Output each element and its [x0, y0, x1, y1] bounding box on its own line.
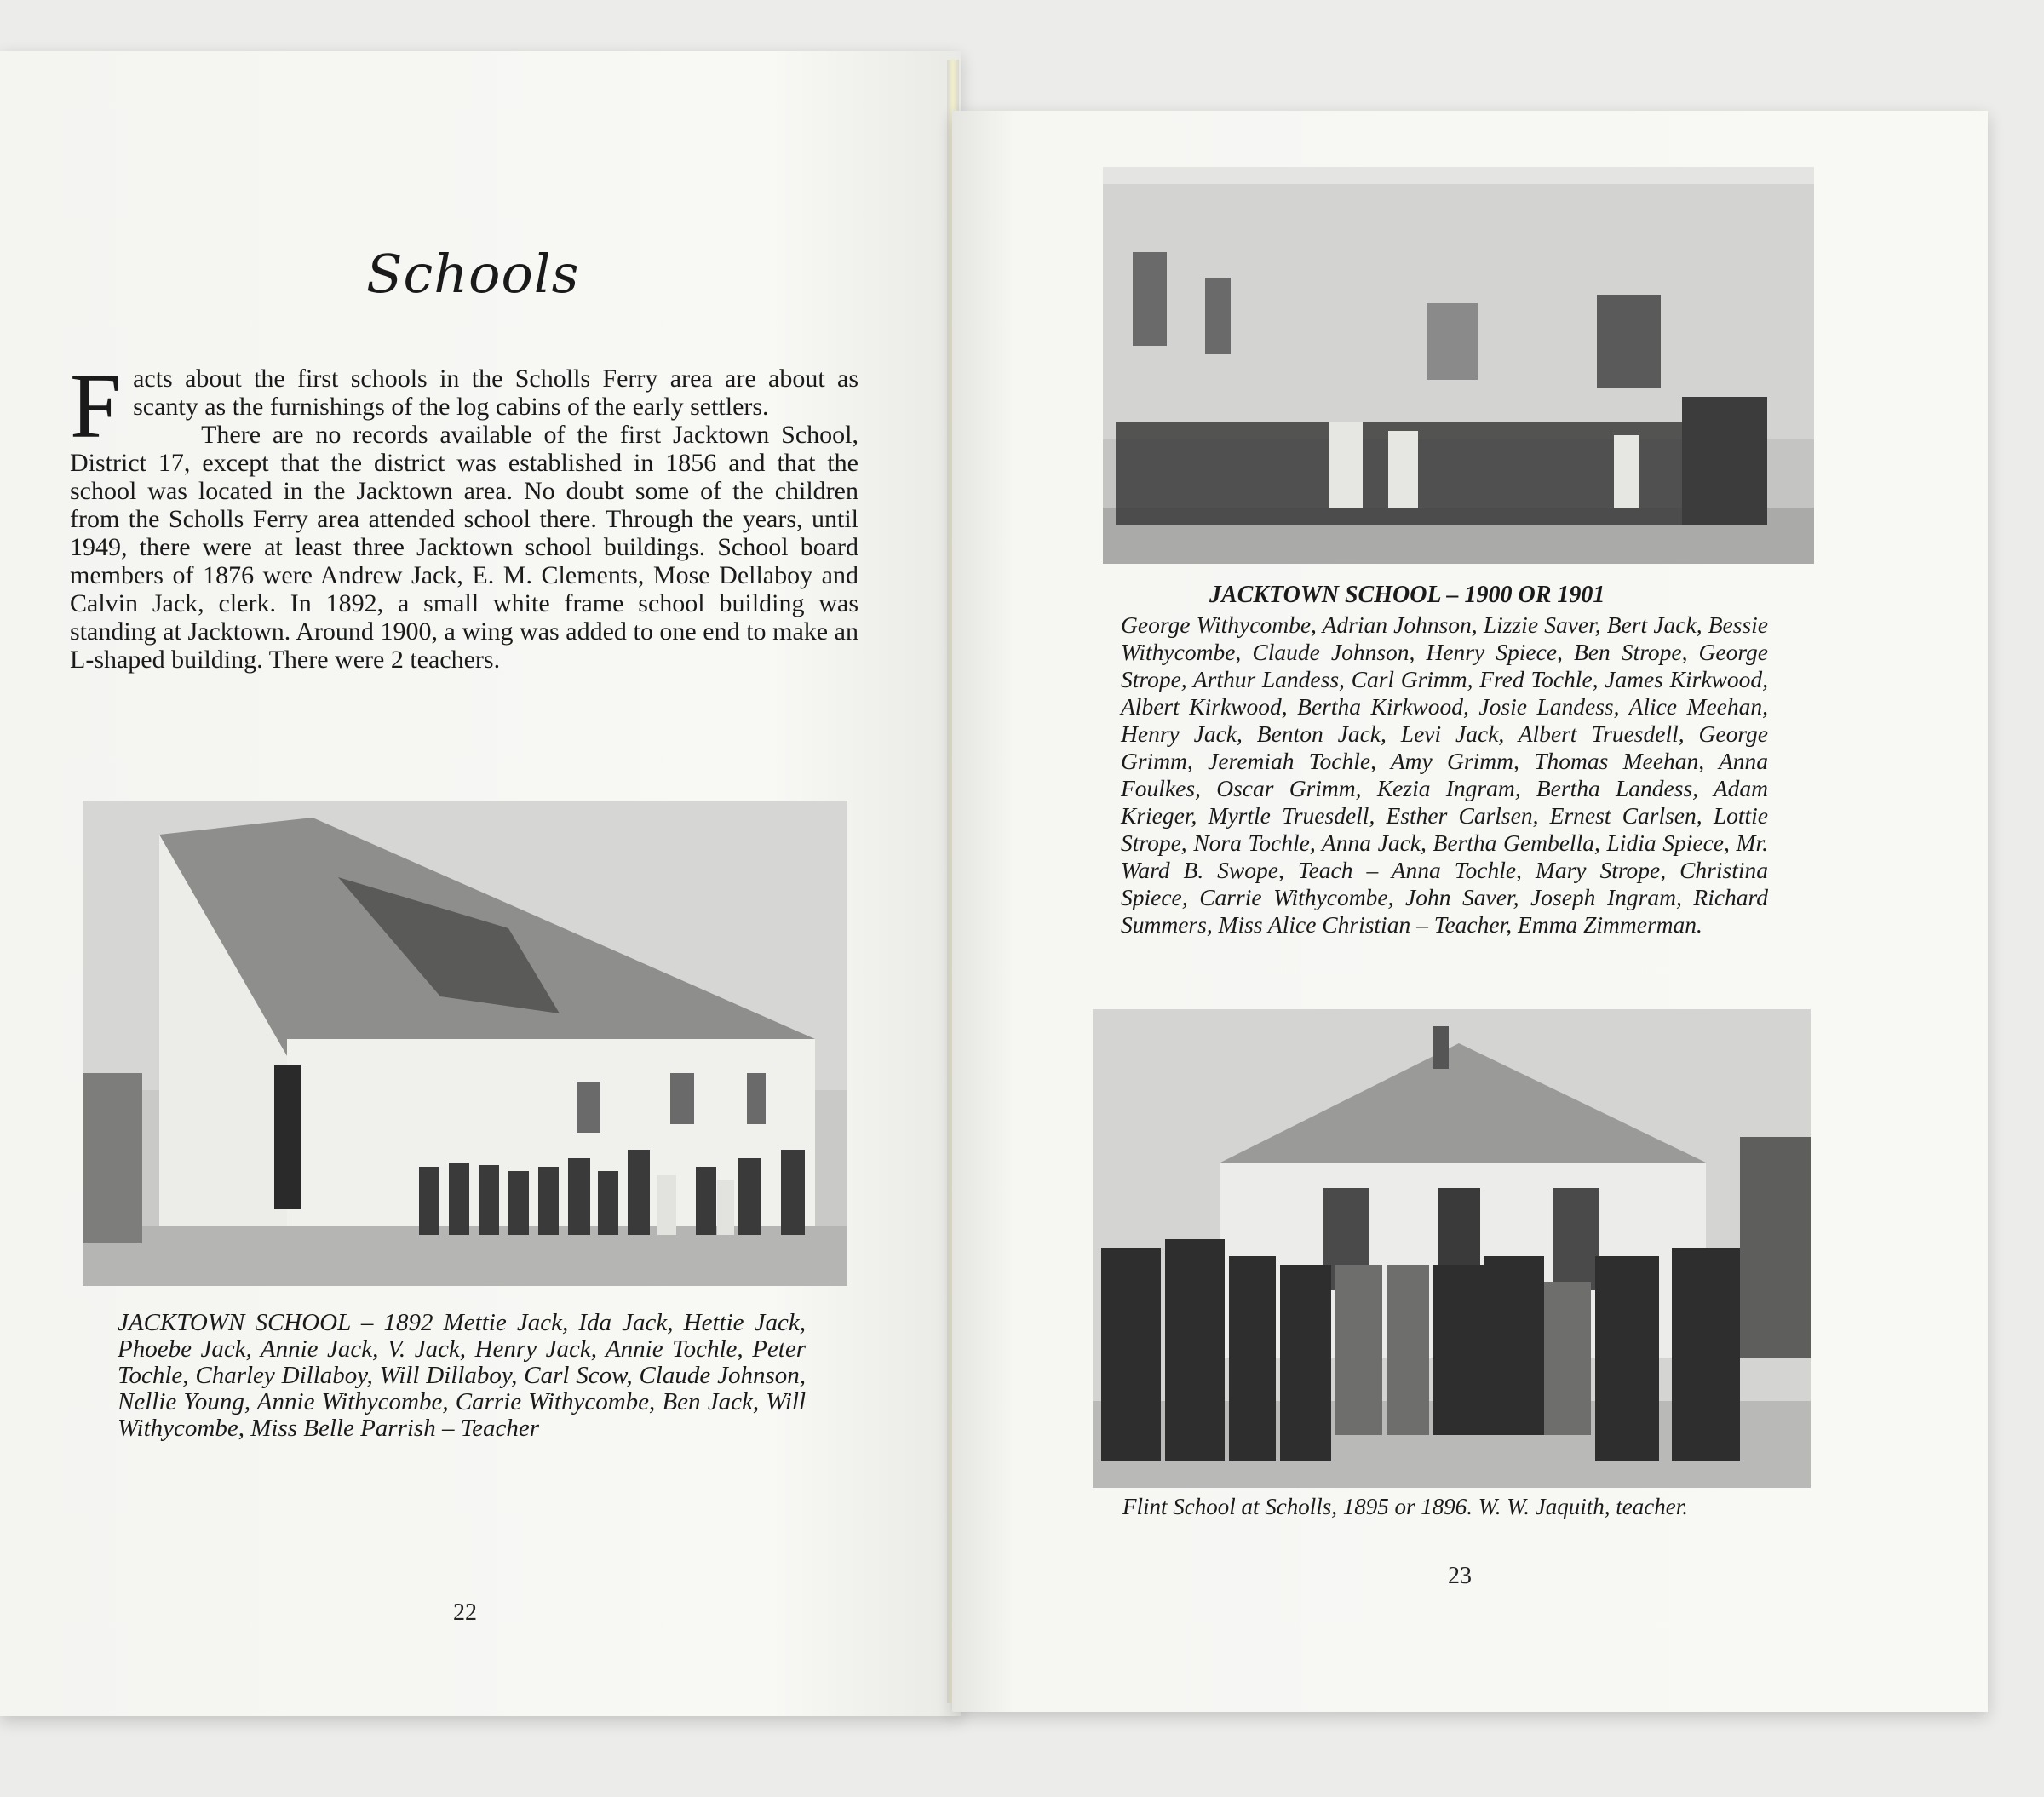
paragraph-2: There are no records available of the first Jacktown School, District 17, except that the district was established in 1856 and that the school was located in the Jacktown area. No doubt some of the children from the Scholls Ferry area attended school there. Through the years, until 1949, there were at least three Jacktown school buildings. School board members of 1876 were Andrew Jack, E. M. Clements, Mose Dellaboy and Calvin Jack, clerk. In 1892, a small white frame school building was standing at Jacktown. Around 1900, a wing was added to one end to make an L-shaped building. There were 2 teachers. — [70, 421, 858, 674]
flint-school-photo — [1093, 1009, 1811, 1488]
jacktown-school-1900-photo — [1103, 167, 1814, 564]
photo-caption-1900-title: JACKTOWN SCHOOL – 1900 OR 1901 — [1209, 582, 1605, 608]
photo-caption-1892: JACKTOWN SCHOOL – 1892 Mettie Jack, Ida Jack, Hettie Jack, Phoebe Jack, Annie Jack, V. Jack, Henry Jack, Annie Tochle, Peter Tochle, Charley Dillaboy, Will Dillaboy, Carl Scow, Claude Johnson, Nellie Young, Annie Withycombe, Carrie Withycombe, Ben Jack, Will Withycombe, Miss Belle Parrish – Teacher — [118, 1309, 806, 1442]
jacktown-school-1892-photo — [83, 801, 847, 1286]
page-number-right: 23 — [1448, 1563, 1472, 1589]
page-number-left: 22 — [453, 1599, 477, 1626]
paragraph-1 — [70, 356, 858, 457]
drop-cap: F — [70, 356, 122, 457]
body-text — [70, 356, 858, 674]
paragraph-1-text: acts about the first schools in the Scholls Ferry area are about as scanty as the furnishings of the log cabins of the early settlers. — [133, 365, 858, 421]
photo-caption-1900-names: George Withycombe, Adrian Johnson, Lizzie Saver, Bert Jack, Bessie Withycombe, Claude Johnson, Henry Spiece, Ben Strope, George Strope, Arthur Landess, Carl Grimm, Fred Tochle, James Kirkwood, Albert Kirkwood, Bertha Kirkwood, Josie Landess, Alice Meehan, Henry Jack, Benton Jack, Levi Jack, Albert Truesdell, George Grimm, Jeremiah Tochle, Amy Grimm, Thomas Meehan, Anna Foulkes, Oscar Grimm, Kezia Ingram, Bertha Landess, Adam Krieger, Myrtle Truesdell, Esther Carlsen, Ernest Carlsen, Lottie Strope, Nora Tochle, Anna Jack, Bertha Gembella, Lidia Spiece, Mr. Ward B. Swope, Teach – Anna Tochle, Mary Strope, Christina Spiece, Carrie Withycombe, John Saver, Joseph Ingram, Richard Summers, Miss Alice Christian – Teacher, Emma Zimmerman. — [1121, 611, 1768, 938]
page-title: Schools — [366, 243, 580, 305]
left-page — [0, 51, 961, 1716]
photo-caption-flint: Flint School at Scholls, 1895 or 1896. W. W. Jaquith, teacher. — [1122, 1494, 1688, 1519]
